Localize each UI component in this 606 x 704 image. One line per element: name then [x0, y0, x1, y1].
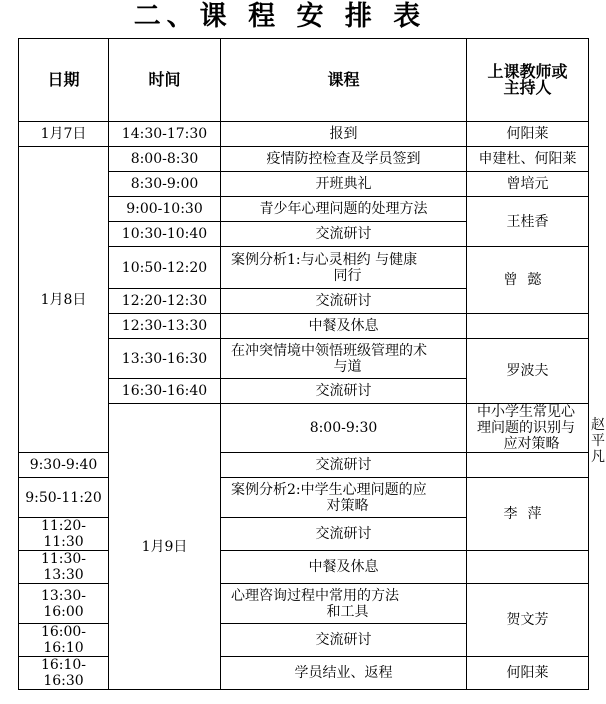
time-cell: 16:10-16:30	[19, 657, 109, 690]
course-line2: 和工具	[326, 603, 369, 620]
table-row	[19, 551, 589, 584]
teacher-cell: 申建杜、何阳莱	[467, 147, 589, 172]
teacher-cell	[467, 314, 589, 339]
time-cell: 12:20-12:30	[109, 289, 221, 314]
course-cell	[221, 478, 467, 518]
header-time: 时间	[109, 39, 221, 122]
teacher-cell: 贺文芳	[467, 584, 589, 657]
table-row	[19, 657, 589, 690]
time-cell: 9:30-9:40	[19, 453, 109, 478]
course-cell: 交流研讨	[221, 379, 467, 404]
course-line2: 应对策略	[503, 436, 560, 452]
time-cell: 10:30-10:40	[109, 222, 221, 247]
time-cell: 9:50-11:20	[19, 478, 109, 518]
teacher-cell: 何阳莱	[467, 657, 589, 690]
course-cell: 交流研讨	[221, 289, 467, 314]
teacher-cell: 曾懿	[467, 247, 589, 314]
course-cell: 交流研讨	[221, 624, 467, 657]
course-cell	[221, 584, 467, 624]
course-line2: 同行	[333, 267, 362, 284]
time-cell: 9:00-10:30	[109, 197, 221, 222]
table-row	[19, 584, 589, 624]
time-cell: 14:30-17:30	[109, 122, 221, 147]
page-title: 二、课 程 安 排 表	[133, 1, 427, 32]
teacher-cell: 王桂香	[467, 197, 589, 247]
course-cell: 中餐及休息	[221, 314, 467, 339]
course-cell	[467, 404, 589, 453]
table-row	[19, 147, 589, 172]
course-cell: 交流研讨	[221, 222, 467, 247]
table-row	[19, 453, 589, 478]
course-line2: 与道	[333, 358, 362, 375]
time-cell: 8:00-8:30	[109, 147, 221, 172]
header-teacher	[467, 39, 589, 122]
date-cell: 1月8日	[19, 147, 109, 453]
time-cell: 11:20-11:30	[19, 518, 109, 551]
time-cell: 8:30-9:00	[109, 172, 221, 197]
course-line1: 在冲突情境中领悟班级管理的术	[231, 342, 427, 359]
course-line1: 案例分析1:与心灵相约 与健康	[231, 251, 418, 268]
time-cell: 13:30-16:00	[19, 584, 109, 624]
time-cell: 12:30-13:30	[109, 314, 221, 339]
course-cell: 报到	[221, 122, 467, 147]
header-course: 课程	[221, 39, 467, 122]
date-cell: 1月7日	[19, 122, 109, 147]
course-cell: 青少年心理问题的处理方法	[221, 197, 467, 222]
time-cell: 16:30-16:40	[109, 379, 221, 404]
teacher-cell: 何阳莱	[467, 122, 589, 147]
header-teacher-line1: 上课教师或	[487, 62, 568, 81]
course-cell: 开班典礼	[221, 172, 467, 197]
table-row: 1月9日 8:00-9:30 中小学生常见心理问题的识别与 应对策略 赵平凡	[19, 404, 589, 453]
course-line2: 对策略	[326, 497, 369, 514]
time-cell: 13:30-16:30	[109, 339, 221, 379]
course-cell	[221, 247, 467, 289]
time-cell: 8:00-9:30	[221, 404, 467, 453]
course-cell: 疫情防控检查及学员签到	[221, 147, 467, 172]
course-cell: 交流研讨	[221, 453, 467, 478]
teacher-cell: 罗波夫	[467, 339, 589, 404]
schedule-table	[18, 38, 605, 690]
teacher-cell	[467, 551, 589, 584]
header-row	[19, 39, 589, 122]
course-cell: 中餐及休息	[221, 551, 467, 584]
teacher-cell: 曾培元	[467, 172, 589, 197]
time-cell: 10:50-12:20	[109, 247, 221, 289]
course-line1: 中小学生常见心理问题的识别与	[477, 404, 575, 436]
course-line1: 案例分析2:中学生心理问题的应	[231, 481, 427, 498]
course-cell	[221, 339, 467, 379]
table-row	[19, 478, 589, 518]
course-cell: 交流研讨	[221, 518, 467, 551]
course-cell: 学员结业、返程	[221, 657, 467, 690]
header-date: 日期	[19, 39, 109, 122]
time-cell: 16:00-16:10	[19, 624, 109, 657]
course-line1: 心理咨询过程中常用的方法	[231, 587, 399, 604]
table-row	[19, 122, 589, 147]
time-cell: 11:30-13:30	[19, 551, 109, 584]
date-cell: 1月9日	[109, 404, 221, 690]
teacher-cell: 李萍	[467, 478, 589, 551]
header-teacher-line2: 主持人	[503, 78, 552, 97]
